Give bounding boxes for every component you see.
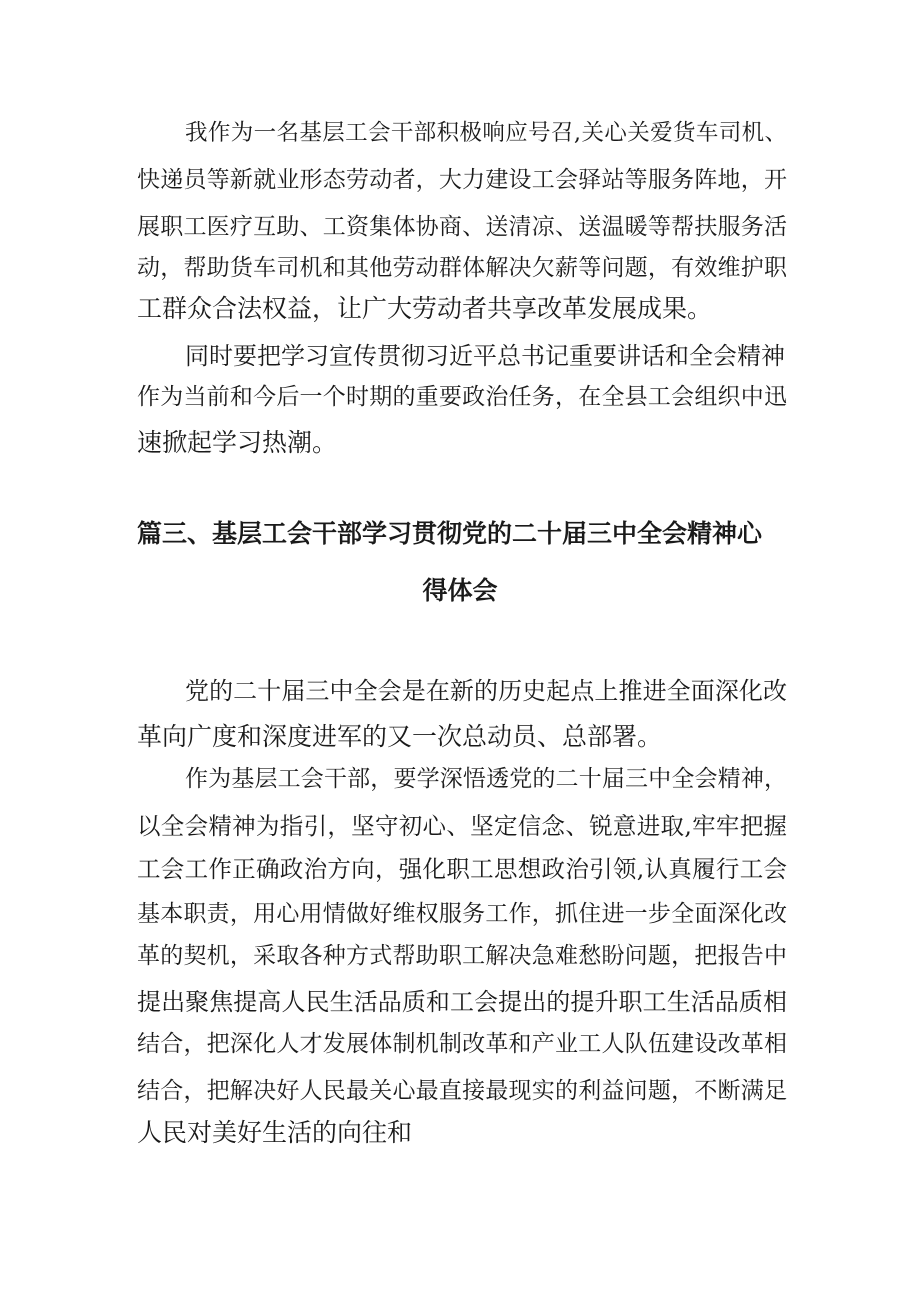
section-heading-line-1: 篇三、基层工会干部学习贯彻党的二十届三中全会精神心 — [137, 519, 763, 548]
paragraph-4-line-4: 基本职责，用心用情做好维权服务工作，抓住进一步全面深化改 — [137, 901, 787, 927]
paragraph-1-line-3: 展职工医疗互助、工资集体协商、送清凉、送温暖等帮扶服务活 — [137, 214, 787, 240]
paragraph-2-line-1: 同时要把学习宣传贯彻习近平总书记重要讲话和全会精神 — [185, 342, 785, 370]
section-heading-line-2: 得体会 — [422, 576, 498, 605]
paragraph-2-line-2: 作为当前和今后一个时期的重要政治任务，在全县工会组织中迅 — [137, 384, 787, 410]
paragraph-4-line-7: 结合，把深化人才发展体制机制改革和产业工人队伍建设改革相 — [137, 1031, 787, 1057]
paragraph-4-line-2: 以全会精神为指引，坚守初心、坚定信念、锐意进取,牢牢把握 — [137, 812, 787, 840]
paragraph-3-line-1: 党的二十届三中全会是在新的历史起点上推进全面深化改 — [185, 677, 787, 705]
paragraph-4-line-6: 提出聚焦提高人民生活品质和工会提出的提升职工生活品质相 — [137, 988, 787, 1016]
paragraph-4-line-1: 作为基层工会干部，要学深悟透党的二十届三中全会精神， — [185, 766, 787, 792]
paragraph-3-line-2: 革向广度和深度进军的又一次总动员、总部署。 — [137, 722, 663, 751]
paragraph-4-line-9: 人民对美好生活的向往和 — [137, 1118, 413, 1147]
paragraph-1-line-4: 动，帮助货车司机和其他劳动群体解决欠薪等问题，有效维护职 — [137, 255, 787, 281]
paragraph-4-line-8: 结合，把解决好人民最关心最直接最现实的利益问题，不断满足 — [137, 1078, 787, 1104]
paragraph-1-line-2: 快递员等新就业形态劳动者，大力建设工会驿站等服务阵地，开 — [137, 167, 787, 193]
paragraph-1-line-5: 工群众合法权益，让广大劳动者共享改革发展成果。 — [137, 294, 713, 323]
paragraph-1-line-1: 我作为一名基层工会干部积极响应号召,关心关爱货车司机、 — [185, 120, 787, 146]
paragraph-4-line-3: 工会工作正确政治方向，强化职工思想政治引领,认真履行工会 — [137, 855, 787, 883]
paragraph-4-line-5: 革的契机，采取各种方式帮助职工解决急难愁盼问题，把报告中 — [137, 943, 787, 969]
paragraph-2-line-3: 速掀起学习热潮。 — [137, 428, 338, 457]
